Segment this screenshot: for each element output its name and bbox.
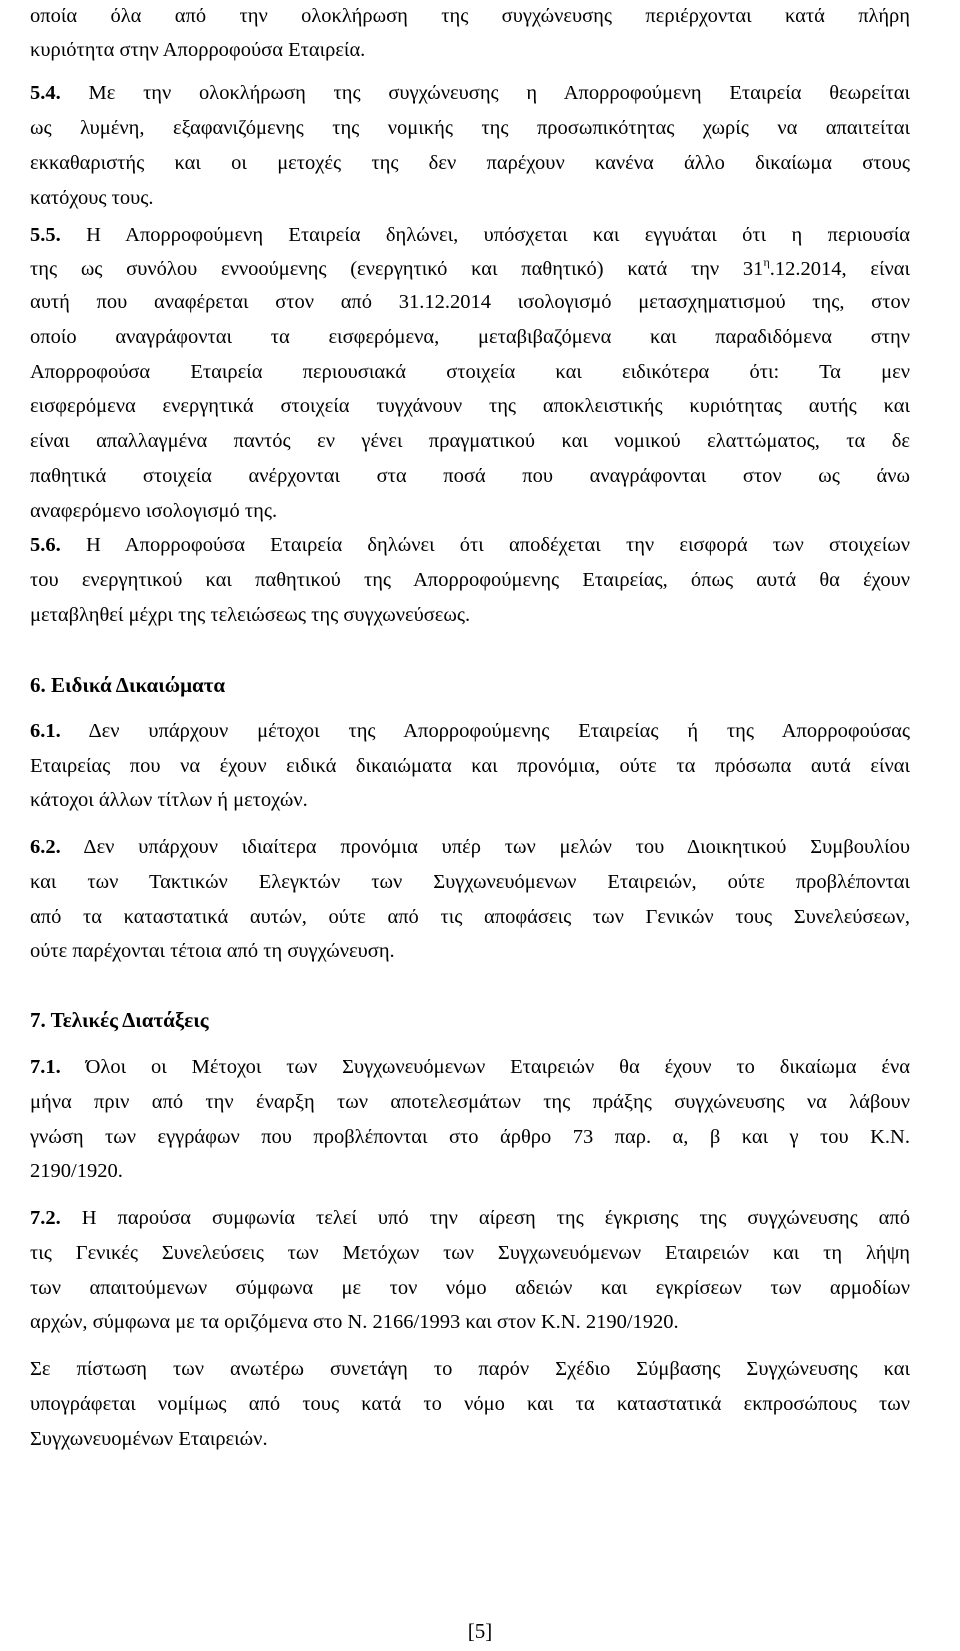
text-line: Σε πίστωση των ανωτέρω συνετάγη το παρόν Σχέδιο Σύμβασης Συγχώνευσης και: [30, 1358, 910, 1380]
section-number: 5.4.: [30, 82, 61, 104]
text-line: ούτε παρέχονται τέτοια από τη συγχώνευση.: [30, 940, 395, 962]
text-line: κυριότητα στην Απορροφούσα Εταιρεία.: [30, 39, 366, 61]
text-line: είναι απαλλαγμένα παντός εν γένει πραγματικού και νομικού ελαττώματος, τα δε: [30, 430, 910, 452]
section-number: 5.5.: [30, 224, 61, 246]
section-number: 7.1.: [30, 1056, 61, 1078]
text-span: Η Απορροφούσα Εταιρεία δηλώνει ότι αποδέχεται την εισφορά των στοιχείων: [85, 534, 911, 556]
text-line: του ενεργητικού και παθητικού της Απορροφούμενης Εταιρείας, όπως αυτά θα έχουν: [30, 569, 910, 591]
text-line: οποία όλα από την ολοκλήρωση της συγχώνευσης περιέρχονται κατά πλήρη: [30, 5, 910, 27]
text-span: Δεν υπάρχουν μέτοχοι της Απορροφούμενης Εταιρείας ή της Απορροφούσας: [88, 720, 910, 742]
text-line: υπογράφεται νομίμως από τους κατά το νόμο και τα καταστατικά εκπροσώπους των: [30, 1393, 910, 1415]
text-line: ως λυμένη, εξαφανιζόμενης της νομικής της προσωπικότητας χωρίς να απαιτείται: [30, 117, 910, 139]
text-line: 2190/1920.: [30, 1160, 123, 1182]
section-number: 6.1.: [30, 720, 61, 742]
text-line: μήνα πριν από την έναρξη των αποτελεσμάτων της πράξης συγχώνευσης να λάβουν: [30, 1091, 910, 1113]
page-number: [5]: [467, 1619, 493, 1643]
text-span: Δεν υπάρχουν ιδιαίτερα προνόμια υπέρ των μελών του Διοικητικού Συμβουλίου: [83, 836, 910, 858]
text-line: και των Τακτικών Ελεγκτών των Συγχωνευόμενων Εταιρειών, ούτε προβλέπονται: [30, 871, 910, 893]
text-line: οποίο αναγράφονται τα εισφερόμενα, μεταβιβαζόμενα και παραδιδόμενα στην: [30, 326, 910, 348]
text-span: Με την ολοκλήρωση της συγχώνευσης η Απορροφούμενη Εταιρεία θεωρείται: [88, 82, 911, 104]
paragraph-7-1-line: [30, 1054, 910, 1080]
text-span: Η Απορροφούμενη Εταιρεία δηλώνει, υπόσχεται και εγγυάται ότι η περιουσία: [86, 224, 911, 246]
text-line: τις Γενικές Συνελεύσεις των Μετόχων των Συγχωνευόμενων Εταιρειών και τη λήψη: [30, 1242, 910, 1264]
text-line: Απορροφούσα Εταιρεία περιουσιακά στοιχεία και ειδικότερα ότι: Τα μεν: [30, 361, 910, 383]
paragraph-7-2-line: [30, 1205, 910, 1231]
paragraph-5-6-line: [30, 532, 910, 558]
text-line: εισφερόμενα ενεργητικά στοιχεία τυγχάνουν της αποκλειστικής κυριότητας αυτής και: [30, 395, 910, 417]
paragraph-5-5-line: [30, 222, 910, 248]
text-line: Συγχωνευομένων Εταιρειών.: [30, 1428, 268, 1450]
text-line: αναφερόμενο ισολογισμό της.: [30, 500, 278, 522]
text-line: των απαιτούμενων σύμφωνα με τον νόμο αδειών και εγκρίσεων των αρμοδίων: [30, 1277, 910, 1299]
text-line: από τα καταστατικά αυτών, ούτε από τις αποφάσεις των Γενικών τους Συνελεύσεων,: [30, 906, 910, 928]
text-line: αρχών, σύμφωνα με τα οριζόμενα στο Ν. 2166/1993 και στον Κ.Ν. 2190/1920.: [30, 1311, 679, 1333]
section-heading-6: 6. Ειδικά Δικαιώματα: [30, 673, 226, 697]
text-span: .12.2014, είναι: [769, 258, 910, 280]
paragraph-6-2-line: [30, 834, 910, 860]
text-line: Εταιρείας που να έχουν ειδικά δικαιώματα και προνόμια, ούτε τα πρόσωπα αυτά είναι: [30, 755, 910, 777]
paragraph-5-4-line: [30, 80, 910, 106]
text-line: παθητικά στοιχεία ανέρχονται στα ποσά που αναγράφονται στον ως άνω: [30, 465, 910, 487]
section-number: 6.2.: [30, 836, 61, 858]
text-line: κάτοχοι άλλων τίτλων ή μετοχών.: [30, 789, 308, 811]
text-line: κατόχους τους.: [30, 187, 154, 209]
text-span: Όλοι οι Μέτοχοι των Συγχωνευόμενων Εταιρειών θα έχουν το δικαίωμα ένα: [85, 1056, 911, 1078]
text-line: εκκαθαριστής και οι μετοχές της δεν παρέχουν κανένα άλλο δικαίωμα στους: [30, 152, 910, 174]
text-line: [30, 256, 910, 282]
text-line: αυτή που αναφέρεται στον από 31.12.2014 ισολογισμό μετασχηματισμού της, στον: [30, 291, 910, 313]
text-line: γνώση των εγγράφων που προβλέπονται στο άρθρο 73 παρ. α, β και γ του Κ.Ν.: [30, 1126, 910, 1148]
text-line: μεταβληθεί μέχρι της τελειώσεως της συγχωνεύσεως.: [30, 604, 471, 626]
section-heading-7: 7. Τελικές Διατάξεις: [30, 1008, 209, 1032]
ordinal-superscript: η: [763, 255, 770, 269]
paragraph-6-1-line: [30, 718, 910, 744]
text-span: Η παρούσα συμφωνία τελεί υπό την αίρεση της έγκρισης της συγχώνευσης από: [81, 1207, 911, 1229]
text-span: της ως συνόλου εννοούμενης (ενεργητικό και παθητικό) κατά την 31: [30, 258, 764, 280]
section-number: 5.6.: [30, 534, 61, 556]
section-number: 7.2.: [30, 1207, 61, 1229]
